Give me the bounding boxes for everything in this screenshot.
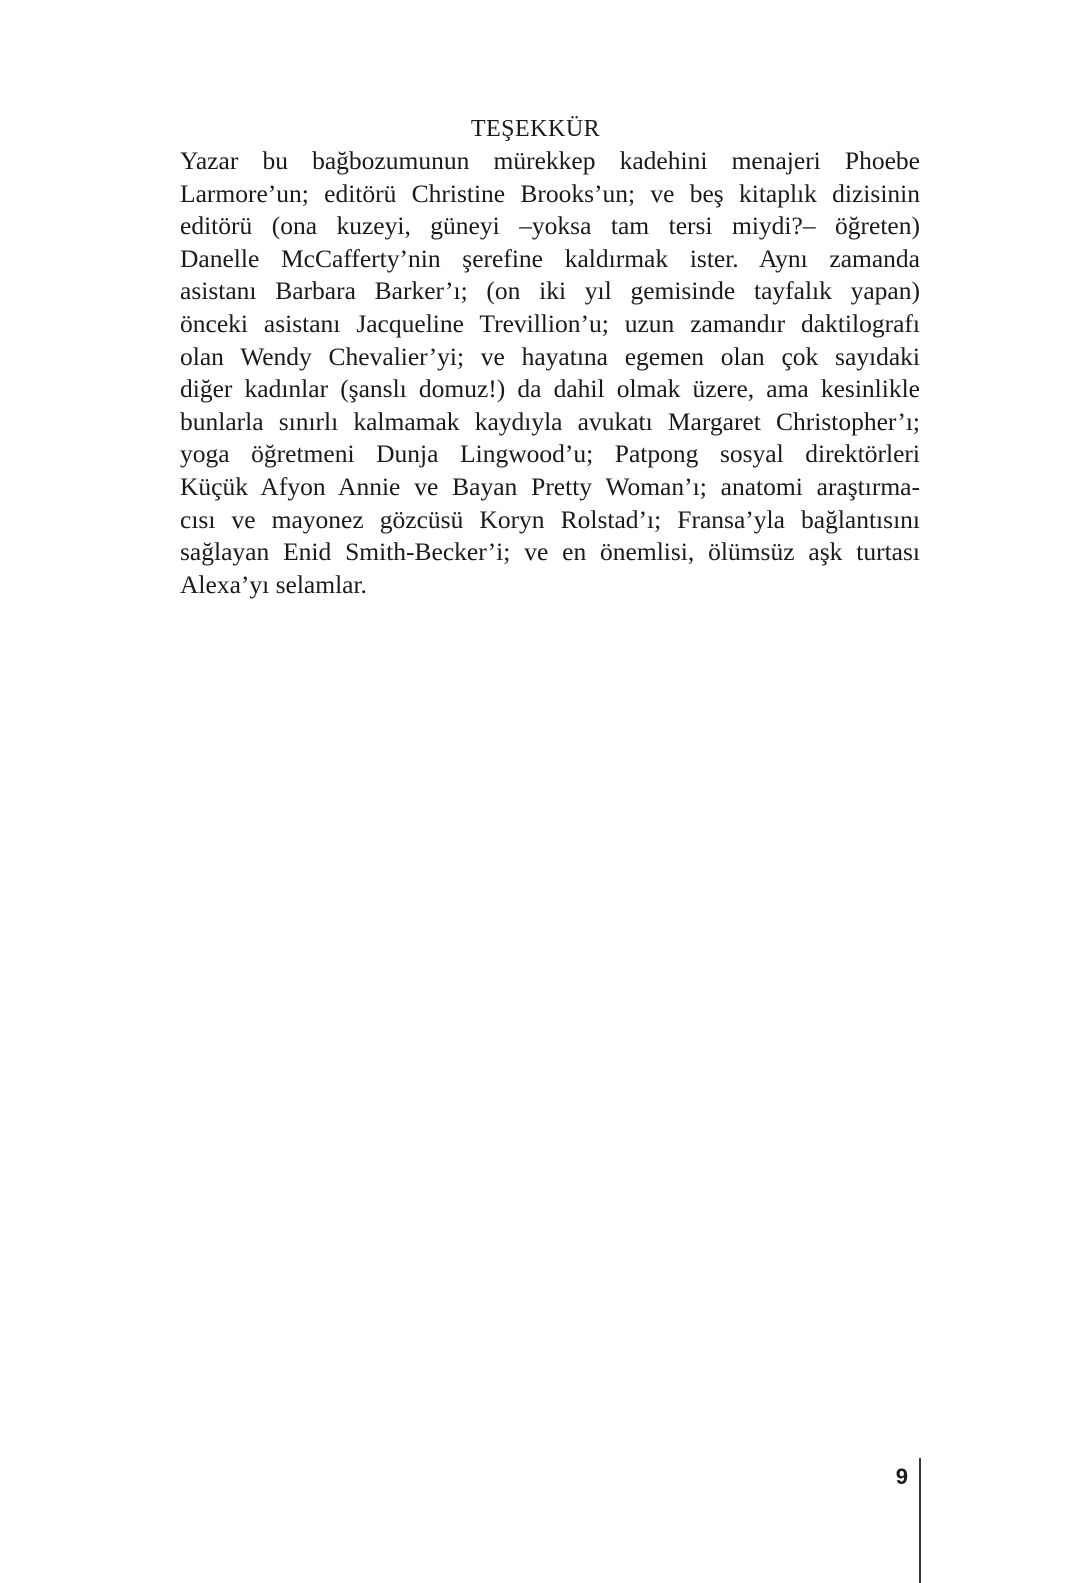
- acknowledgement-text: [180, 145, 920, 601]
- text-line: olan Wendy Chevalier’yi; ve hayatına egemen olan çok sayıdaki: [180, 341, 920, 371]
- text-line: Larmore’un; editörü Christine Brooks’un; ve beş kitaplık dizisinin: [180, 178, 920, 208]
- margin-rule: [919, 1458, 921, 1583]
- text-line: asistanı Barbara Barker’ı; (on iki yıl gemisinde tayfalık yapan): [180, 276, 920, 306]
- page-title: TEŞEKKÜR: [470, 116, 601, 142]
- page-number: 9: [895, 1464, 908, 1489]
- text-line: Küçük Afyon Annie ve Bayan Pretty Woman’ı; anatomi araştırma-: [180, 471, 920, 501]
- text-line: editörü (ona kuzeyi, güneyi –yoksa tam tersi miydi?– öğreten): [180, 211, 920, 241]
- text-line: cısı ve mayonez gözcüsü Koryn Rolstad’ı; Fransa’yla bağlantısını: [180, 504, 920, 534]
- text-line: Danelle McCafferty’nin şerefine kaldırmak ister. Aynı zamanda: [180, 243, 920, 273]
- text-line: Yazar bu bağbozumunun mürekkep kadehini menajeri Phoebe: [180, 146, 920, 175]
- text-line: önceki asistanı Jacqueline Trevillion’u; uzun zamandır daktilografı: [180, 308, 920, 338]
- text-line: Alexa’yı selamlar.: [180, 569, 367, 599]
- text-line: sağlayan Enid Smith-Becker’i; ve en önemlisi, ölümsüz aşk turtası: [180, 537, 920, 567]
- text-line: bunlarla sınırlı kalmamak kaydıyla avukatı Margaret Christopher’ı;: [180, 406, 920, 436]
- text-line: diğer kadınlar (şanslı domuz!) da dahil olmak üzere, ama kesinlikle: [180, 374, 920, 404]
- text-line: yoga öğretmeni Dunja Lingwood’u; Patpong sosyal direktörleri: [180, 439, 920, 469]
